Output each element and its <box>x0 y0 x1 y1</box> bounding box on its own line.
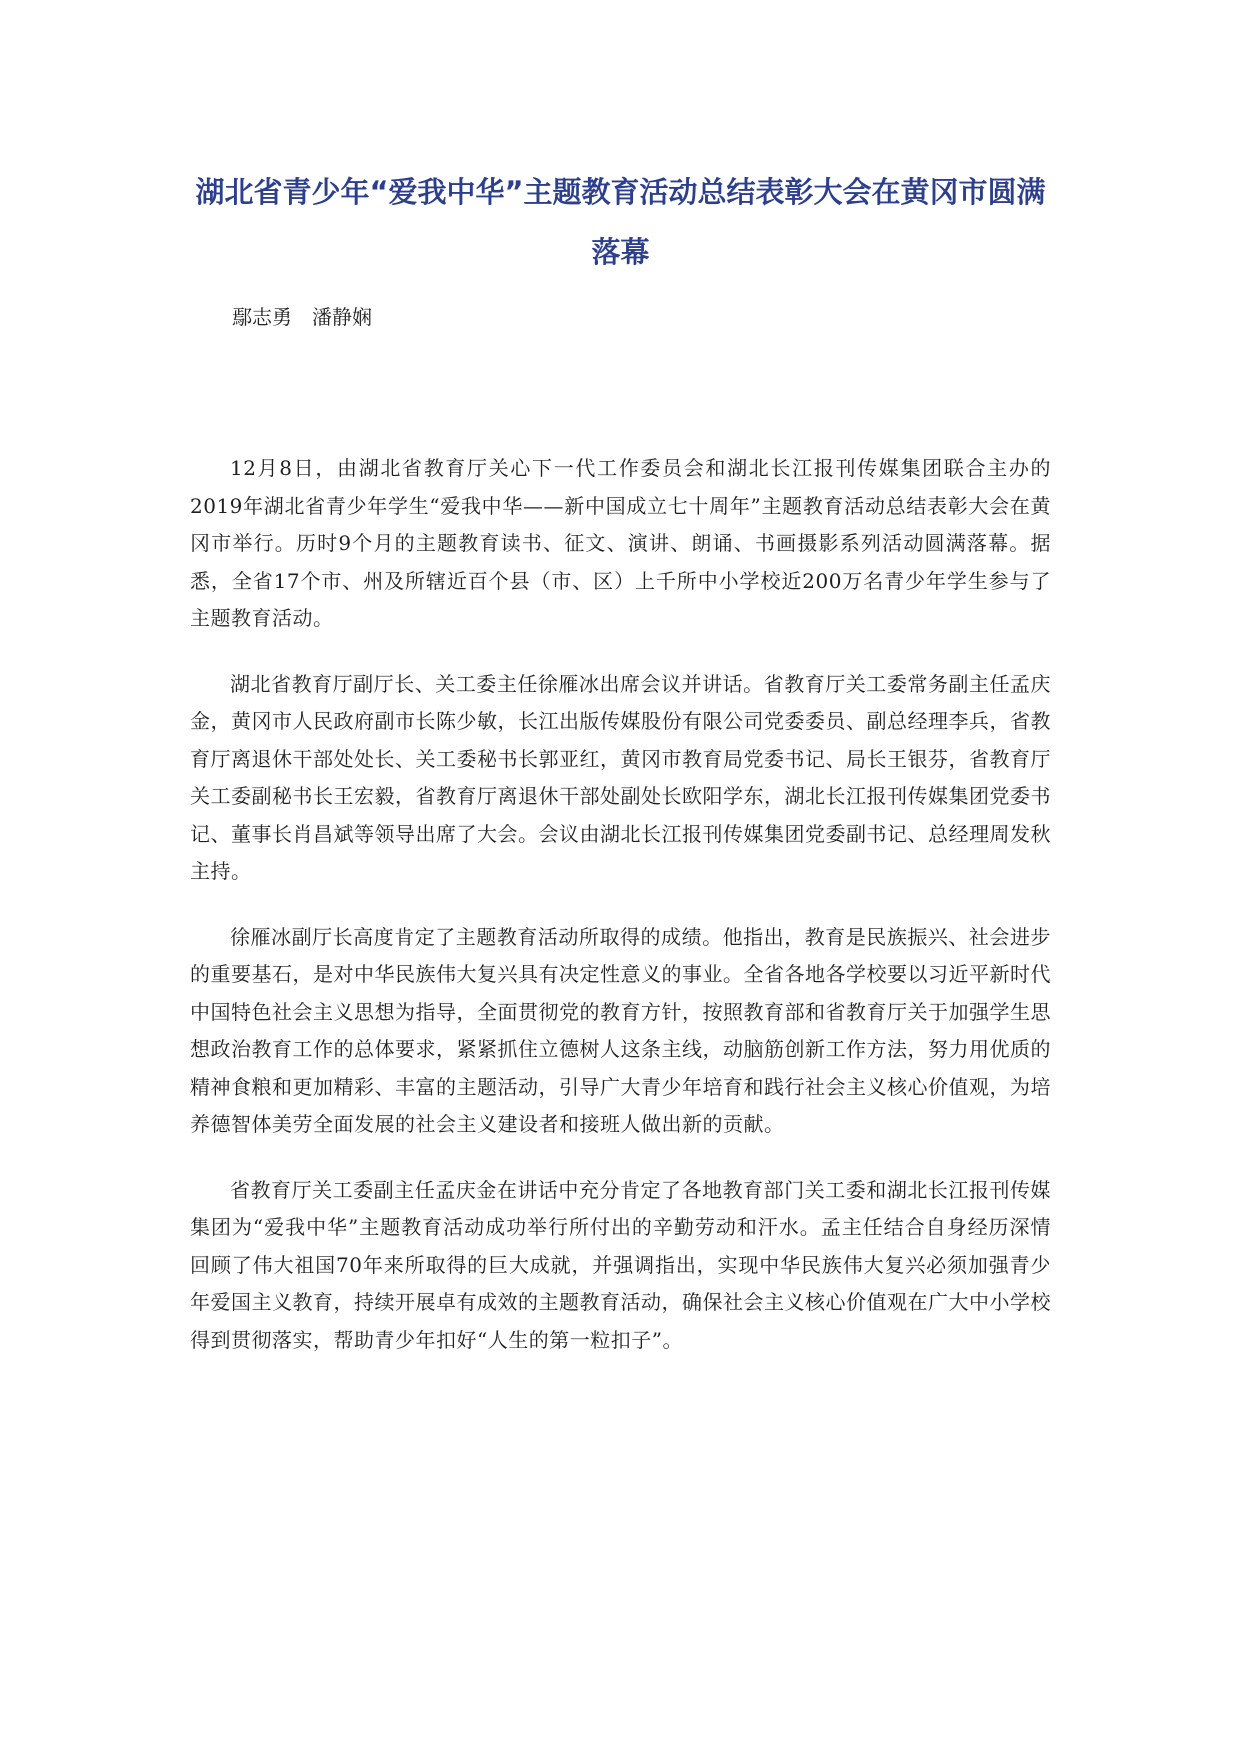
paragraph: 省教育厅关工委副主任孟庆金在讲话中充分肯定了各地教育部门关工委和湖北长江报刊传媒集团为“爱我中华”主题教育活动成功举行所付出的辛勤劳动和汗水。孟主任结合自身经历深情回顾了伟大祖国70年来所取得的巨大成就，并强调指出，实现中华民族伟大复兴必须加强青少年爱国主义教育，持续开展卓有成效的主题教育活动，确保社会主义核心价值观在广大中小学校得到贯彻落实，帮助青少年扣好“人生的第一粒扣子”。 <box>190 1177 1051 1352</box>
article-body <box>190 450 1051 1387</box>
article-authors: 鄢志勇 潘静娴 <box>232 305 372 329</box>
paragraph: 12月8日，由湖北省教育厅关心下一代工作委员会和湖北长江报刊传媒集团联合主办的2019年湖北省青少年学生“爱我中华——新中国成立七十周年”主题教育活动总结表彰大会在黄冈市举行。历时9个月的主题教育读书、征文、演讲、朗诵、书画摄影系列活动圆满落幕。据悉，全省17个市、州及所辖近百个县（市、区）上千所中小学校近200万名青少年学生参与了主题教育活动。 <box>190 456 1051 630</box>
article-title: 湖北省青少年“爱我中华”主题教育活动总结表彰大会在黄冈市圆满落幕 <box>195 175 1046 269</box>
paragraph: 徐雁冰副厅长高度肯定了主题教育活动所取得的成绩。他指出，教育是民族振兴、社会进步的重要基石，是对中华民族伟大复兴具有决定性意义的事业。全省各地各学校要以习近平新时代中国特色社会主义思想为指导，全面贯彻党的教育方针，按照教育部和省教育厅关于加强学生思想政治教育工作的总体要求，紧紧抓住立德树人这条主线，动脑筋创新工作方法，努力用优质的精神食粮和更加精彩、丰富的主题活动，引导广大青少年培育和践行社会主义核心价值观，为培养德智体美劳全面发展的社会主义建设者和接班人做出新的贡献。 <box>190 924 1051 1136</box>
paragraph: 湖北省教育厅副厅长、关工委主任徐雁冰出席会议并讲话。省教育厅关工委常务副主任孟庆金，黄冈市人民政府副市长陈少敏，长江出版传媒股份有限公司党委委员、副总经理李兵，省教育厅离退休干部处处长、关工委秘书长郭亚红，黄冈市教育局党委书记、局长王银芬，省教育厅关工委副秘书长王宏毅，省教育厅离退休干部处副处长欧阳学东，湖北长江报刊传媒集团党委书记、董事长肖昌斌等领导出席了大会。会议由湖北长江报刊传媒集团党委副书记、总经理周发秋主持。 <box>190 671 1051 883</box>
